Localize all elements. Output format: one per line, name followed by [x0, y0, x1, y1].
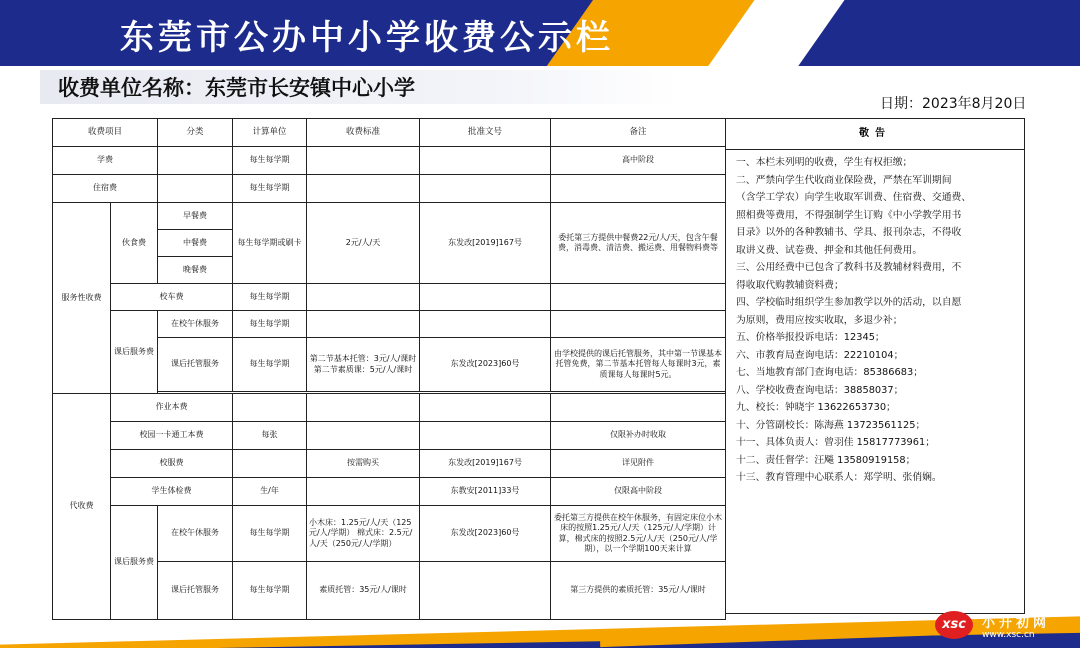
cell: 小木床：1.25元/人/天（125元/人/学期） 棉式床：2.5元/人/天（250元/人/学期） — [307, 506, 420, 562]
col-header: 计算单位 — [233, 119, 307, 147]
cell: 在校午休服务 — [158, 311, 233, 338]
cell — [551, 284, 726, 311]
list-item: 九、校长：钟晓宇 13622653730； — [736, 402, 896, 413]
cell: 2元/人/天 — [307, 203, 420, 284]
cell — [551, 311, 726, 338]
list-item: 三、公用经费中已包含了教科书及教辅材料费用，不 — [736, 262, 962, 273]
col-header: 收费标准 — [307, 119, 420, 147]
col-header: 分类 — [158, 119, 233, 147]
cell: 每生每学期或刷卡 — [233, 203, 307, 284]
list-item: 五、价格举报投诉电话：12345； — [736, 332, 885, 343]
site-logo-icon: xsc — [935, 611, 973, 639]
list-item: 四、学校临时组织学生参加教学以外的活动，以自愿 — [736, 297, 962, 308]
cell: 每生每学期 — [233, 311, 307, 338]
page-title: 东莞市公办中小学收费公示栏 — [120, 18, 614, 58]
cell — [420, 311, 551, 338]
group-label: 代收费 — [53, 394, 111, 620]
watermark-name: 小升初网 — [982, 616, 1051, 631]
cell: 第二节基本托管：3元/人/课时 第二节素质课：5元/人/课时 — [307, 338, 420, 392]
cell — [420, 284, 551, 311]
cell: 每生每学期 — [233, 284, 307, 311]
cell — [158, 175, 233, 203]
col-header: 备注 — [551, 119, 726, 147]
list-item: 十二、责任督学：汪飚 13580919158； — [736, 454, 916, 466]
watermark-url: www.xsc.cn — [982, 630, 1035, 640]
list-item: 一、本栏未列明的收费，学生有权拒缴； — [736, 157, 913, 168]
cell — [420, 175, 551, 203]
table-row — [53, 422, 726, 450]
cell: 晚餐费 — [158, 257, 233, 284]
cell: 伙食费 — [111, 203, 158, 284]
table-row — [53, 175, 726, 203]
notice-list — [726, 150, 1024, 487]
cell: 课后托管服务 — [158, 562, 233, 620]
cell: 东发改[2023]60号 — [420, 506, 551, 562]
cell — [158, 147, 233, 175]
table-row — [53, 203, 726, 230]
cell: 生/年 — [233, 478, 307, 506]
footer-banner — [0, 608, 1080, 648]
list-item: 十三、教育管理中心联系人：郑学明、张俏娴。 — [736, 472, 942, 483]
cell: 每生每学期 — [233, 506, 307, 562]
notice-date: 日期：2023年8月20日 — [880, 96, 1027, 112]
col-header: 收费项目 — [53, 119, 158, 147]
list-item: 取讲义费、试卷费、押金和其他任何费用。 — [736, 244, 923, 256]
cell — [420, 422, 551, 450]
cell: 素质托管：35元/人/课时 — [307, 562, 420, 620]
cell: 仅限补办时收取 — [551, 422, 726, 450]
cell: 高中阶段 — [551, 147, 726, 175]
table-row — [53, 311, 726, 338]
cell — [233, 450, 307, 478]
notice-heading: 敬告 — [726, 119, 1024, 150]
table-row — [53, 450, 726, 478]
list-item: 照相费等费用，不得强制学生订购《中小学教学用书 — [736, 209, 962, 221]
cell: 课后托管服务 — [158, 338, 233, 392]
cell — [420, 147, 551, 175]
cell: 校车费 — [111, 284, 233, 311]
cell: 委托第三方提供在校午休服务，有固定床位小木床的按照1.25元/人/天（125元/人/学期）计算，棉式床的按照2.5元/人/天（250元/人/学期），以一个学期100天来计算 — [551, 506, 726, 562]
list-item: 七、当地教育部门查询电话：85386683； — [736, 367, 924, 378]
table-row — [53, 284, 726, 311]
cell: 住宿费 — [53, 175, 158, 203]
cell: 东发改[2023]60号 — [420, 338, 551, 392]
col-header: 批准文号 — [420, 119, 551, 147]
cell — [233, 394, 307, 422]
list-item: （含学工学农）向学生收取军训费、住宿费、交通费、 — [736, 192, 972, 203]
cell: 详见附件 — [551, 450, 726, 478]
cell: 中餐费 — [158, 230, 233, 257]
cell: 在校午休服务 — [158, 506, 233, 562]
list-item: 六、市教育局查询电话：22210104； — [736, 349, 904, 361]
list-item: 八、学校收费查询电话：38858037； — [736, 384, 904, 396]
cell: 委托第三方提供中餐费22元/人/天，包含午餐费，消毒费、清洁费、搬运费、用餐物料费等 — [551, 203, 726, 284]
cell — [307, 284, 420, 311]
cell — [307, 147, 420, 175]
list-item: 十、分管副校长：陈海燕 13723561125； — [736, 419, 926, 431]
cell — [551, 175, 726, 203]
notice-panel — [725, 118, 1025, 614]
list-item: 二、严禁向学生代收商业保险费，严禁在军训期间 — [736, 174, 952, 186]
cell — [307, 175, 420, 203]
cell: 东发改[2019]167号 — [420, 450, 551, 478]
list-item: 得收取代购教辅资料费； — [736, 279, 844, 291]
cell: 课后服务费 — [111, 311, 158, 394]
cell — [551, 394, 726, 422]
cell: 按需购买 — [307, 450, 420, 478]
table-row — [53, 394, 726, 422]
table-row — [53, 147, 726, 175]
group-label: 服务性收费 — [53, 203, 111, 394]
cell: 校服费 — [111, 450, 233, 478]
cell: 校园一卡通工本费 — [111, 422, 233, 450]
cell: 第三方提供的素质托管：35元/人/课时 — [551, 562, 726, 620]
cell: 学生体检费 — [111, 478, 233, 506]
cell: 早餐费 — [158, 203, 233, 230]
cell: 学费 — [53, 147, 158, 175]
cell: 东教安[2011]33号 — [420, 478, 551, 506]
cell — [307, 394, 420, 422]
table-row — [53, 478, 726, 506]
cell — [307, 422, 420, 450]
table-row — [53, 506, 726, 562]
cell: 每生每学期 — [233, 175, 307, 203]
cell — [307, 478, 420, 506]
cell — [420, 394, 551, 422]
cell: 由学校提供的课后托管服务，其中第一节课基本托管免费，第二节基本托管每人每课时3元，素质课每人每课时5元。 — [551, 338, 726, 392]
cell — [307, 311, 420, 338]
cell: 每生每学期 — [233, 562, 307, 620]
cell: 每张 — [233, 422, 307, 450]
cell: 每生每学期 — [233, 147, 307, 175]
cell: 课后服务费 — [111, 506, 158, 620]
list-item: 十一、具体负责人：曾羽佳 15817773961； — [736, 437, 936, 448]
list-item: 为原则，费用应按实收取，多退少补； — [736, 314, 903, 326]
fee-table — [52, 118, 726, 620]
cell: 东发改[2019]167号 — [420, 203, 551, 284]
table-header-row — [53, 119, 726, 147]
cell: 仅限高中阶段 — [551, 478, 726, 506]
cell: 作业本费 — [111, 394, 233, 422]
fee-unit-name: 收费单位名称：东莞市长安镇中心小学 — [58, 76, 415, 100]
cell: 每生每学期 — [233, 338, 307, 392]
list-item: 目录》以外的各种教辅书、学具、报刊杂志，不得收 — [736, 227, 962, 238]
